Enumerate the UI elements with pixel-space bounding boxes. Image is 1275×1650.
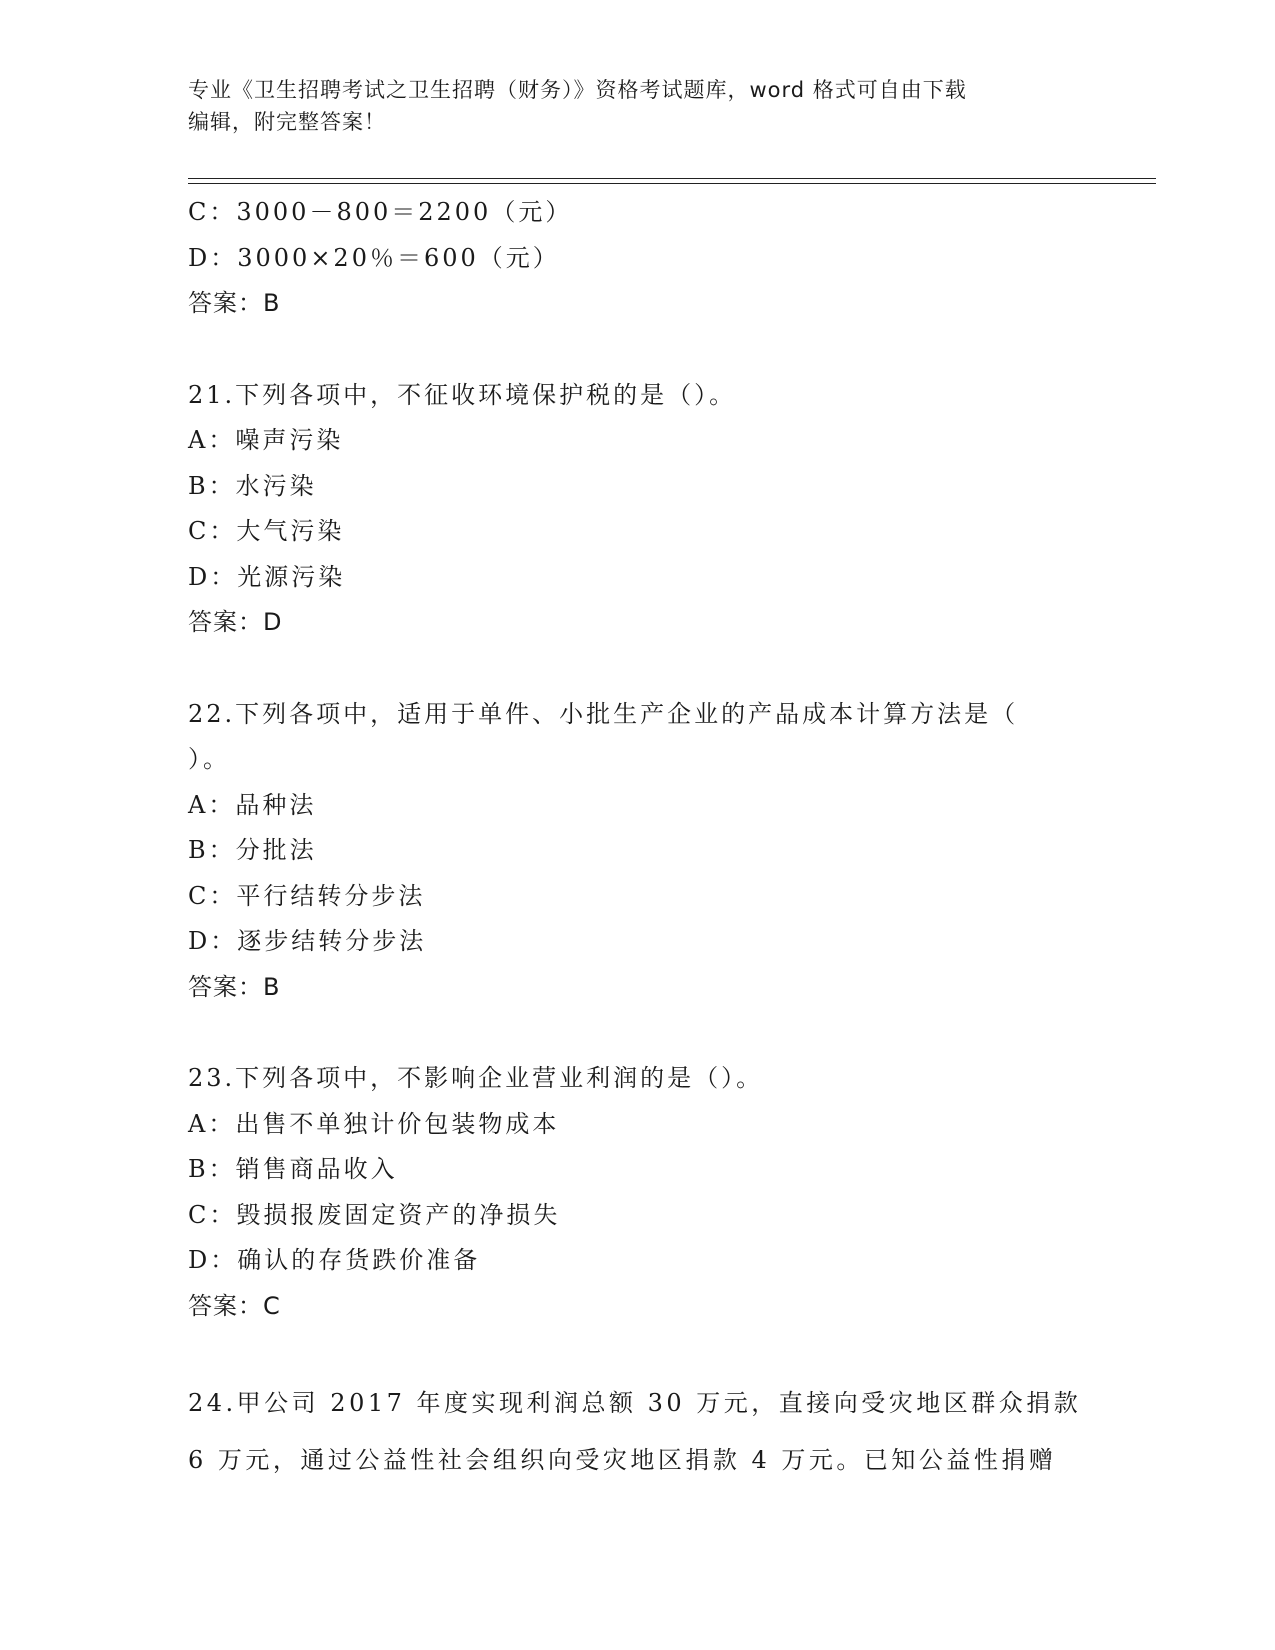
option-d: D：3000×20％＝600（元）: [188, 243, 560, 272]
question-stem-line-1: 22.下列各项中，适用于单件、小批生产企业的产品成本计算方法是（: [188, 699, 1019, 728]
question-stem-line-2: 6 万元，通过公益性社会组织向受灾地区捐款 4 万元。已知公益性捐赠: [188, 1446, 1057, 1474]
answer: 答案：B: [188, 289, 281, 317]
option-c: C：平行结转分步法: [188, 881, 426, 910]
header-line-2: 编辑，附完整答案！: [188, 110, 386, 134]
question-content: [188, 190, 1088, 1489]
option-b: B：销售商品收入: [188, 1155, 398, 1183]
header-line-1: 专业《卫生招聘考试之卫生招聘（财务）》资格考试题库，word 格式可自由下载: [188, 78, 967, 102]
option-d: D：逐步结转分步法: [188, 927, 427, 955]
option-d: D：光源污染: [188, 562, 346, 591]
question-stem-line-1: 24.甲公司 2017 年度实现利润总额 30 万元，直接向受灾地区群众捐款: [188, 1389, 1082, 1417]
option-b: B：水污染: [188, 471, 317, 500]
question-stem-line-2: ）。: [188, 745, 230, 773]
page-header: [188, 74, 1088, 138]
option-b: B：分批法: [188, 836, 317, 864]
question-22: [188, 692, 1088, 1011]
question-20-continued: [188, 190, 1088, 327]
option-c: C：毁损报废固定资产的净损失: [188, 1200, 561, 1229]
option-c: C：3000－800＝2200（元）: [188, 198, 573, 226]
question-21: [188, 373, 1088, 646]
question-stem: 23.下列各项中，不影响企业营业利润的是（）。: [188, 1064, 764, 1092]
spacer: [188, 646, 1088, 692]
spacer: [188, 327, 1088, 373]
spacer: [188, 1329, 1088, 1375]
option-d: D：确认的存货跌价准备: [188, 1246, 481, 1274]
option-a: A：噪声污染: [188, 426, 344, 454]
question-24: [188, 1375, 1088, 1489]
option-c: C：大气污染: [188, 517, 345, 545]
answer: 答案：D: [188, 608, 283, 636]
question-23: [188, 1056, 1088, 1329]
option-a: A：出售不单独计价包装物成本: [188, 1109, 560, 1138]
header-divider: [188, 178, 1156, 184]
option-a: A：品种法: [188, 790, 317, 819]
answer: 答案：B: [188, 972, 281, 1001]
question-stem: 21.下列各项中，不征收环境保护税的是（）。: [188, 380, 737, 409]
answer: 答案：C: [188, 1291, 281, 1320]
spacer: [188, 1010, 1088, 1056]
